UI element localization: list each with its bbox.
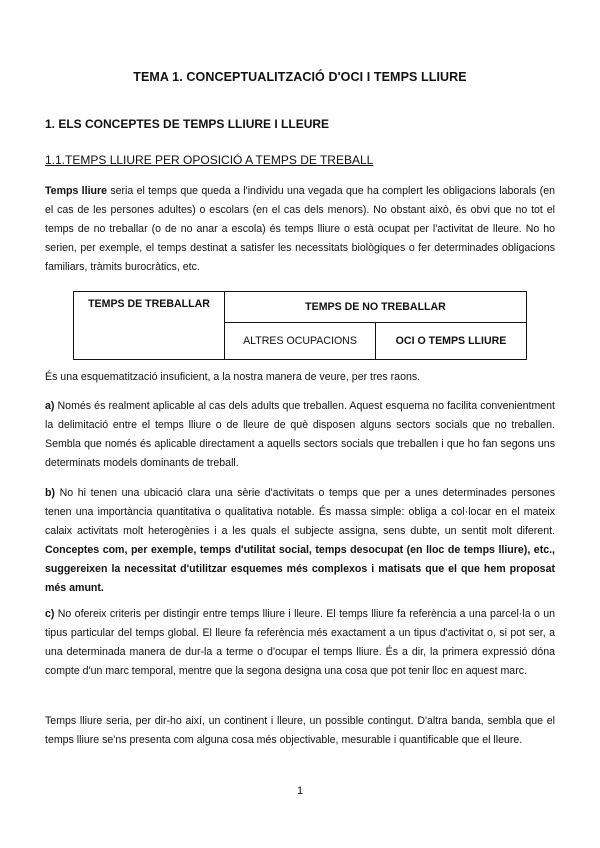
paragraph-bold-text: Conceptes com, per exemple, temps d'utilitat social, temps desocupat (en lloc de temps lliure), etc., suggereixen la necessitat d'utilitzar esquemes més complexos i matisats que el que hem proposat més amunt. <box>45 544 555 594</box>
reason-label-c: c) <box>45 608 55 620</box>
section-heading: 1. ELS CONCEPTES DE TEMPS LLIURE I LLEURE <box>45 117 330 131</box>
paragraph-text: No hi tenen una ubicació clara una sèrie d'activitats o temps que per a unes determinades persones tenen una importància quantitativa o qualitativa notable. És massa simple: obliga a col·locar en el mateix calaix activitats molt heterogènies i a les quals el subjecte assigna, sens dubte, un sentit molt diferent. <box>45 487 555 537</box>
subsection-heading: 1.1.TEMPS LLIURE PER OPOSICIÓ A TEMPS DE TREBALL <box>45 153 374 167</box>
reason-label-b: b) <box>45 487 55 499</box>
table-header-work-time: TEMPS DE TREBALLAR <box>74 292 225 360</box>
paragraph-reason-c <box>45 605 555 681</box>
paragraph-conclusion: Temps lliure seria, per dir-ho així, un continent i lleure, un possible contingut. D'altra banda, sembla que el temps lliure se'ns presenta com alguna cosa més objectivable, mesurable i quantificable que el lleure. <box>45 715 555 746</box>
table-cell-other-occupations: ALTRES OCUPACIONS <box>225 323 376 360</box>
paragraph-definition <box>45 182 555 277</box>
paragraph-text: No ofereix criteris per distingir entre temps lliure i lleure. El temps lliure fa referència a una parcel·la o un tipus particular del temps global. El lleure fa referència més exactament a un tipus d'activitat o, si pot ser, a una determinada manera de dur-la a terme o d'ocupar el temps lliure. És a dir, la primera expressió dóna compte d'un marc temporal, mentre que la segona designa una cosa que pot tenir lloc en aquest marc. <box>45 608 555 677</box>
paragraph-reason-a <box>45 397 555 473</box>
paragraph-text: Només és realment aplicable al cas dels adults que treballen. Aquest esquema no facilita convenientment la delimitació entre el temps lliure o de lleure de què disposen alguns sectors socials que no treballen. Sembla que només és aplicable directament a aquells sectors socials que treballen i que ho fan segons uns determinats models dominants de treball. <box>45 400 555 469</box>
reason-label-a: a) <box>45 400 55 412</box>
paragraph-reason-b <box>45 484 555 598</box>
paragraph-text: seria el temps que queda a l'individu una vegada que ha complert les obligacions laborals (en el cas de les persones adultes) o escolars (en el cas dels menors). No obstant això, és obvi que no tot el temps de no treballar (o de no anar a escola) és temps lliure o està ocupat per l'activitat de lleure. No ho serien, per exemple, el temps destinat a satisfer les necessitats biològiques o fer determinades obligacions familiars, tràmits burocràtics, etc. <box>45 185 555 273</box>
table-cell-leisure: OCI O TEMPS LLIURE <box>376 323 527 360</box>
document-title: TEMA 1. CONCEPTUALITZACIÓ D'OCI I TEMPS LLIURE <box>133 70 467 84</box>
paragraph-intro-reasons: És una esquematització insuficient, a la nostra manera de veure, per tres raons. <box>45 371 421 383</box>
term-bold: Temps lliure <box>45 185 107 197</box>
time-scheme-table <box>73 291 527 360</box>
table-header-nonwork-time: TEMPS DE NO TREBALLAR <box>225 292 527 323</box>
page-number: 1 <box>296 785 304 797</box>
